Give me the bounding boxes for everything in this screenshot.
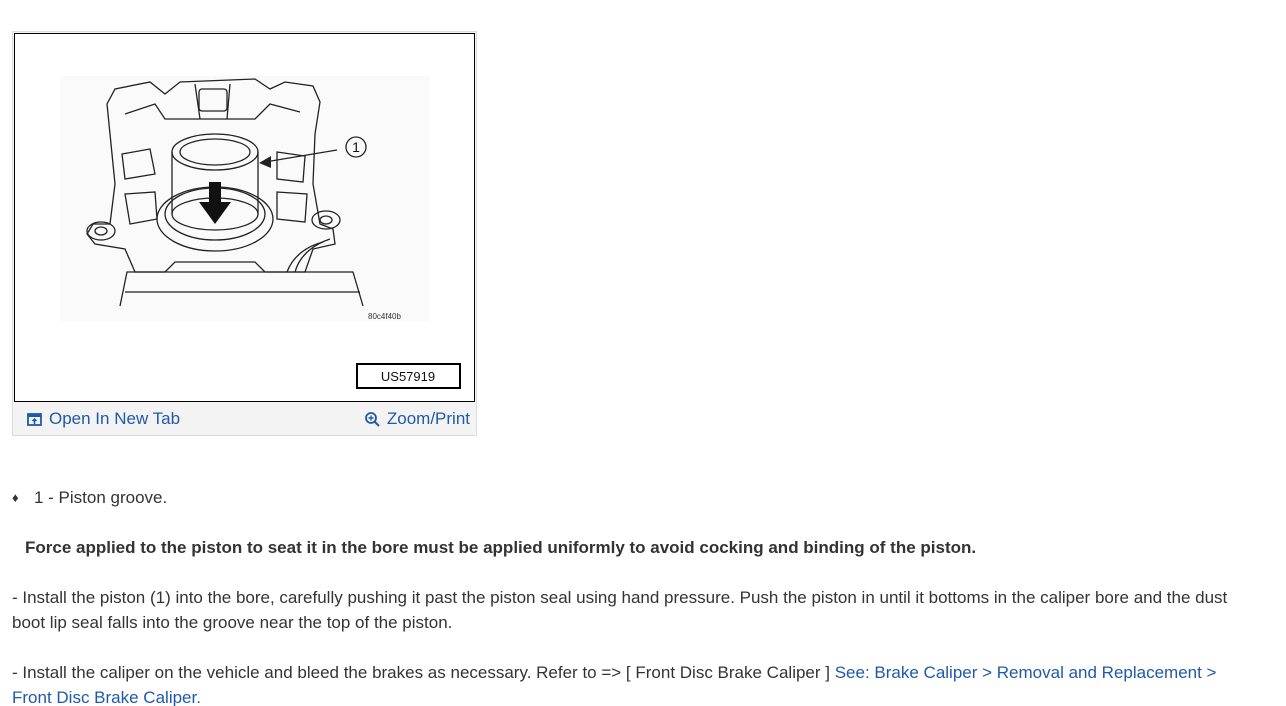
- legend-item-text: 1 - Piston groove.: [34, 488, 168, 507]
- zoom-in-icon: [364, 411, 381, 428]
- legend-item: [12, 485, 1242, 510]
- figure-code: 80c4f40b: [368, 312, 401, 321]
- figure-container: [12, 31, 477, 436]
- open-in-new-tab-link[interactable]: [26, 409, 180, 429]
- figure-label: US57919: [380, 369, 436, 384]
- callout-number: 1: [352, 139, 360, 155]
- caliper-piston-drawing: [15, 34, 474, 401]
- zoom-print-label: Zoom/Print: [386, 409, 470, 428]
- install-caliper-step: [12, 660, 1242, 706]
- brake-caliper-illustration: [14, 33, 475, 402]
- install-piston-step: - Install the piston (1) into the bore, carefully pushing it past the piston seal using hand pressure. Push the piston in until it bottoms in the caliper bore and the dust boot lip seal falls into the groove near the top of the piston.: [12, 588, 1228, 632]
- open-in-new-tab-label: Open In New Tab: [49, 409, 181, 428]
- open-new-tab-icon: [26, 411, 43, 428]
- caution-note: Force applied to the piston to seat it in the bore must be applied uniformly to avoid cocking and binding of the piston.: [25, 538, 977, 557]
- zoom-print-link[interactable]: [364, 409, 470, 429]
- brake-caliper-reference-link[interactable]: See: Brake Caliper > Removal and Replacement > Front Disc Brake Caliper.: [12, 663, 1217, 706]
- figure-toolbar: [14, 404, 475, 434]
- install-caliper-text: - Install the caliper on the vehicle and bleed the brakes as necessary. Refer to => [ Front Disc Brake Caliper ]: [12, 663, 835, 682]
- diamond-bullet-icon: ♦: [12, 490, 19, 505]
